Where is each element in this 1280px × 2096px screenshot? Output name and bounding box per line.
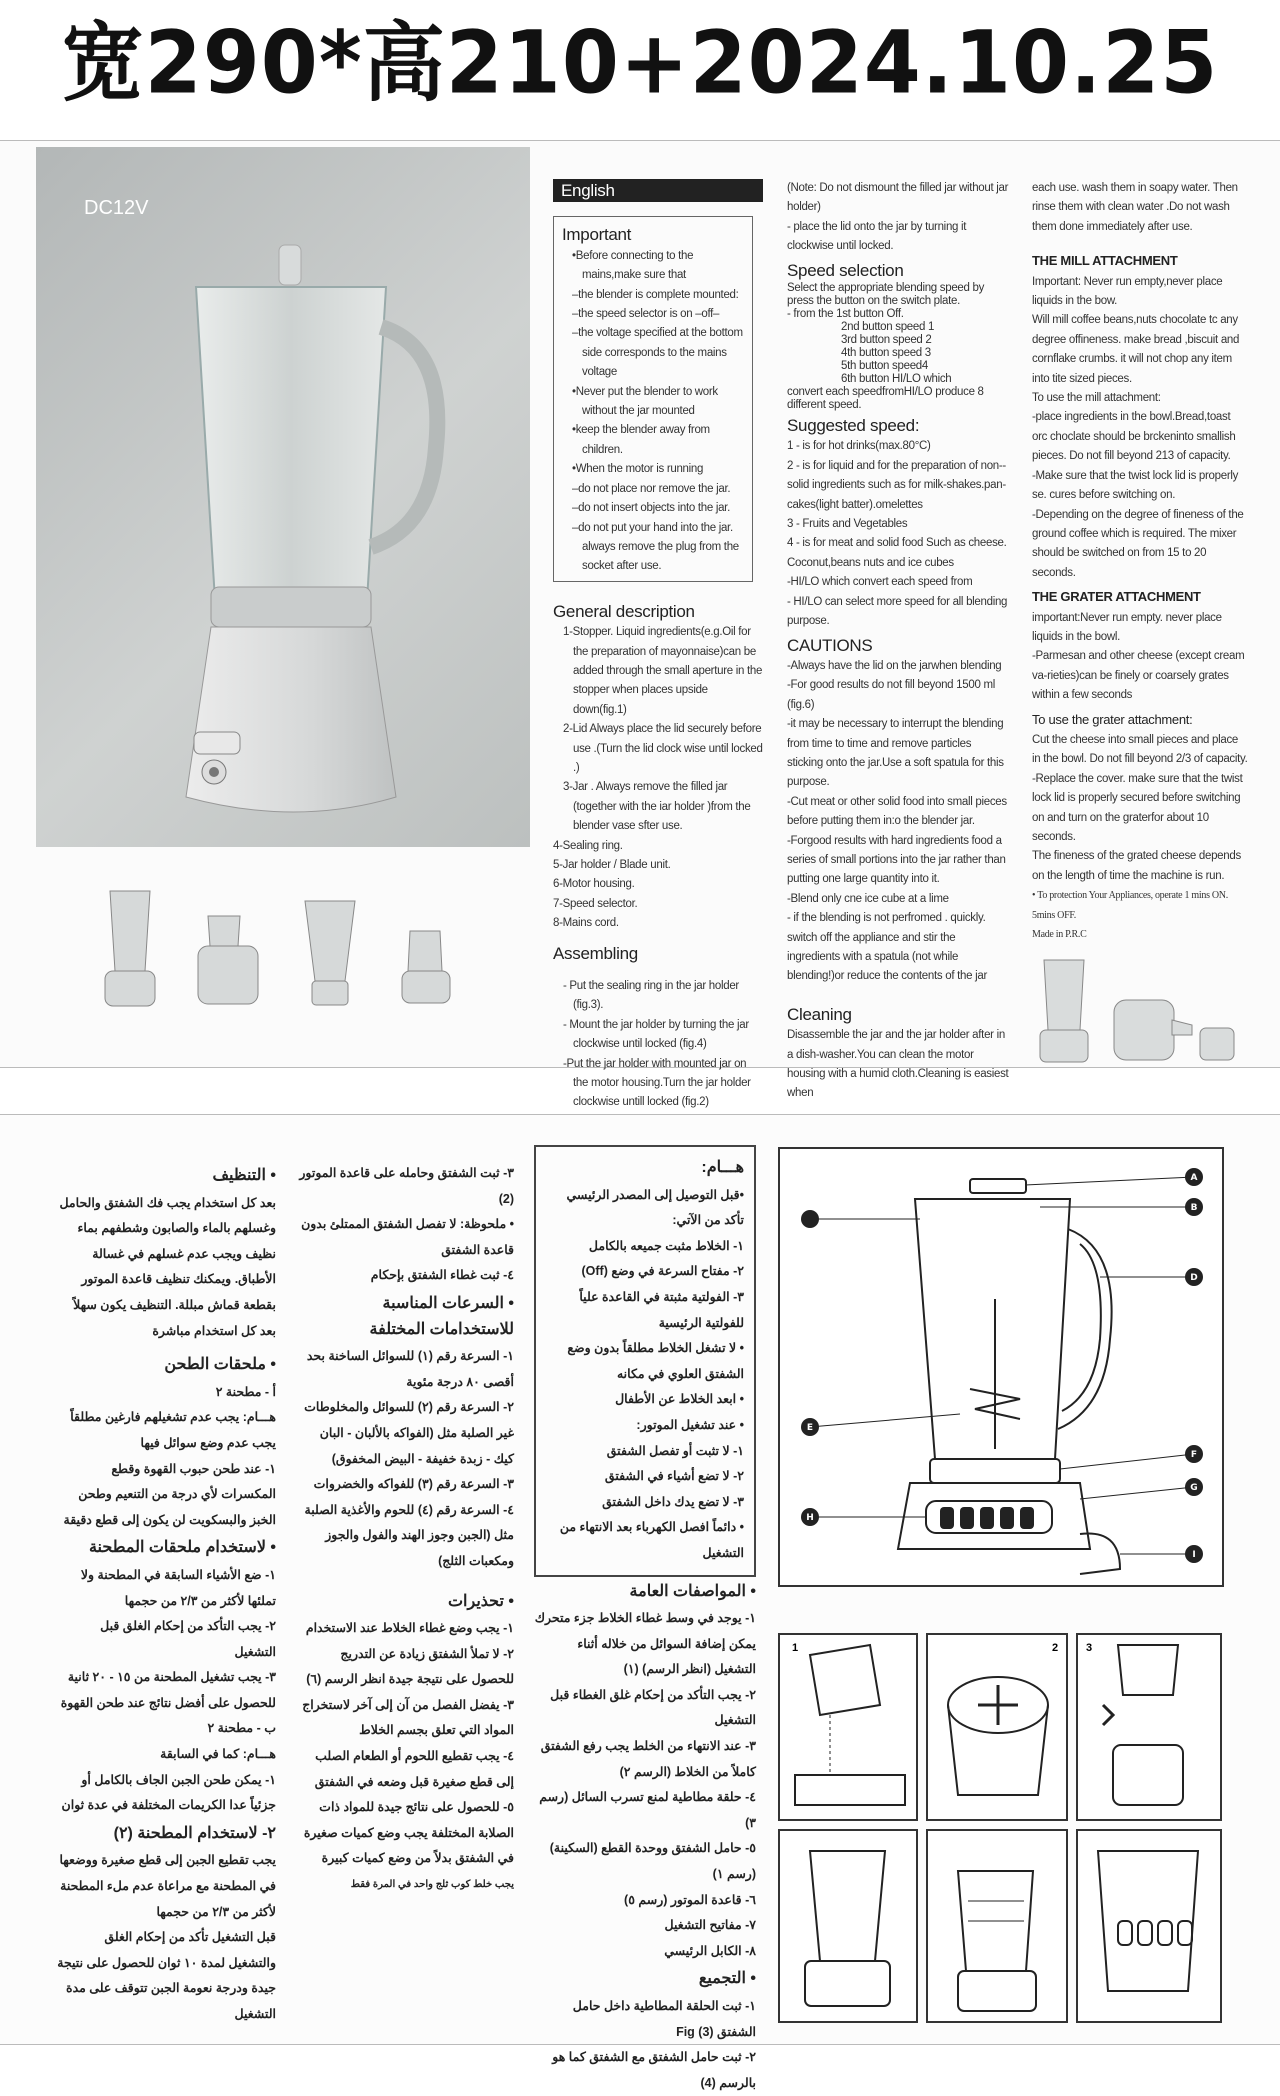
caution-item: -Cut meat or other solid food into small pieces before putting them in:o the blender jar. <box>787 795 1007 828</box>
arabic-important-item: ٣- لا تضع يدك داخل الشفتق <box>602 1494 744 1509</box>
arabic-general-item: ٧- مفاتيح التشغيل <box>664 1918 756 1933</box>
svg-text:A: A <box>1190 1173 1198 1183</box>
arabic-general-item: ٤- حلقة مطاطية لمنع تسرب السائل (رسم ٣) <box>539 1790 756 1830</box>
figure-1 <box>778 1633 918 1821</box>
general-description-heading: General description <box>553 601 695 621</box>
speed-selection-heading: Speed selection <box>787 260 904 280</box>
arabic-important-item: ١- لا تثبت أو تفصل الشفتق <box>606 1443 744 1458</box>
general-item: 3-Jar . Always remove the filled jar (together with the iar holder )from the blender vase sfter use. <box>563 781 751 833</box>
arabic-warning-item: ٥- للحصول على نتائج جيدة للمواد ذات الصلابة المختلفة يجب وضع كميات صغيرة في الشفتق بدلاً من وضع كميات كبيرة <box>303 1800 514 1866</box>
important-item: –the voltage specified at the bottom side corresponds to the mains voltage <box>572 327 743 379</box>
arabic-mill-use-item: ١- ضع الأشياء السابقة في المطحنة ولا تملئها لأكثر من ٢/٣ من حجمها <box>80 1567 276 1608</box>
print-spec-title: 宽290*高210+2024.10.25 <box>61 13 1219 114</box>
important-item: •When the motor is running <box>572 463 704 476</box>
figure-3 <box>1076 1633 1222 1821</box>
suggested-item: 4 - is for meat and solid food Such as cheese. Coconut,beans nuts and ice cubes <box>787 537 1007 569</box>
arabic-mill-heading: • ملحقات الطحن <box>164 1356 276 1374</box>
arabic-general-item: ٣- عند الانتهاء من الخلط يجب رفع الشفتق كاملاً من الخلاط (الرسم ٢) <box>540 1739 756 1779</box>
diagram-label-e <box>801 1418 819 1436</box>
arabic-mill-item: هـــام: كما في السابقة <box>160 1747 276 1762</box>
figure-5 <box>926 1829 1068 2023</box>
general-item: 5-Jar holder / Blade unit. <box>553 859 671 871</box>
english-column-2 <box>787 179 1009 1104</box>
grater-use-item: Cut the cheese into small pieces and place in the bowl. Do not fill beyond 2/3 of capacity. <box>1032 733 1248 766</box>
caution-item: -Blend only cne ice cube at a lime <box>787 892 949 905</box>
diagram-label-b <box>1185 1198 1203 1216</box>
arabic-assembly-note: • ملحوظة: لا تفصل الشفتق الممتلئ بدون قاعدة الشفتق <box>301 1217 514 1257</box>
speed-item: 5th button speed4 <box>841 360 928 373</box>
arabic-column-c <box>56 1161 276 2028</box>
assembling-heading: Assembling <box>553 943 638 963</box>
mill-item: -place ingredients in the bowl.Bread,toast orc choclate should be brckeninto smallish pieces. Do not fill beyond 213 of capacity. <box>1032 411 1236 463</box>
arabic-important-box <box>534 1145 756 1577</box>
diagram-label-i <box>1185 1545 1203 1563</box>
jar-note: (Note: Do not dismount the filled jar without jar holder) <box>787 182 1009 214</box>
diagram-label-a <box>1185 1168 1203 1186</box>
arabic-important-item: ٣- الفولتية مثبتة في القاعدة علياً للفولتية الرئيسية <box>579 1289 744 1330</box>
product-photo <box>36 147 530 847</box>
diagram-marker <box>801 1210 819 1228</box>
speed-item: 2nd button speed 1 <box>841 321 935 334</box>
figure-4 <box>778 1829 918 2023</box>
suggested-item: - HI/LO can select more speed for all blending purpose. <box>787 595 1008 628</box>
arabic-general-item: ٦- قاعدة الموتور (رسم ٥) <box>624 1892 756 1907</box>
suggested-item: 2 - is for liquid and for the preparation of non--solid ingredients such as for milk-shakes.pan-cakes(light batter).omelettes <box>787 459 1006 511</box>
svg-text:E: E <box>806 1423 814 1433</box>
arabic-warning-item: ٢- لا تملأ الشفتق زيادة عن التدريج للحصول على نتيجة جيدة انظر الرسم (٦) <box>306 1646 514 1687</box>
assembling-item: - Put the sealing ring in the jar holder (fig.3). <box>563 980 739 1012</box>
blender-parts-diagram <box>778 1147 1224 1587</box>
grater-use-heading: To use the grater attachment: <box>1032 711 1193 727</box>
arabic-general-item: ٥- حامل الشفتق ووحدة القطع (السكينة) (رسم ١) <box>549 1841 756 1882</box>
important-item: –the blender is complete mounted: <box>572 288 739 301</box>
arabic-important-item: ٢- لا تضع أشياء في الشفتق <box>604 1469 744 1484</box>
grater-use-item: The fineness of the grated cheese depends on the length of time the machine is run. <box>1032 850 1241 882</box>
figure-number: 2 <box>1052 1642 1059 1654</box>
grater-use-item: -Replace the cover. make sure that the twist lock lid is properly secured before switching on and turn on the graterfor about 10 seconds. <box>1032 772 1243 843</box>
made-in-label: Made in P.R.C <box>1032 929 1087 941</box>
important-heading: Important <box>562 225 632 245</box>
arabic-important-item: ٢- مفتاح السرعة في وضع (Off) <box>581 1264 744 1279</box>
arabic-general-item: ٢- يجب التأكد من إحكام غلق الغطاء قبل التشغيل <box>550 1687 756 1728</box>
important-box <box>553 216 753 581</box>
arabic-warning-item: يجب خلط كوب ثلج واحد في المرة فقط <box>350 1879 514 1891</box>
arabic-assembly-item: ٤- ثبت غطاء الشفتق بإحكام <box>370 1268 514 1283</box>
arabic-warning-item: ١- يجب وضع غطاء الخلاط عند الاستخدام <box>305 1621 514 1636</box>
product-thumbnails <box>90 871 490 1011</box>
arabic-speed-item: ١- السرعة رقم (١) للسوائل الساخنة بحد أقصى ٨٠ درجة مئوية <box>306 1349 514 1389</box>
arabic-mill-subheading: أ - مطحنة ٢ <box>215 1384 276 1399</box>
important-item: –the speed selector is on –off– <box>572 308 720 321</box>
general-item: 6-Motor housing. <box>553 878 635 891</box>
cautions-heading: CAUTIONS <box>787 635 873 655</box>
arabic-important-heading: هـــام: <box>701 1159 744 1176</box>
arabic-mill-item: ١- عند طحن حبوب القهوة وقطع المكسرات لأي درجة من التنعيم وطحن الخبز والبسكويت لن يكون إلى قطع دقيقة <box>63 1461 276 1527</box>
arabic-mill-use-item: قبل التشغيل تأكد من إحكام الغلق والتشغيل لمدة ١٠ ثوان للحصول على نتيجة جيدة ودرجة نعومة الجبن تتوقف على مدة التشغيل <box>57 1930 276 2021</box>
mill-item: -Depending on the degree of fineness of the ground coffee which is required. The mixer should be switched on from 15 to 20 seconds. <box>1032 508 1244 579</box>
arabic-sheet <box>0 1114 1280 2090</box>
lid-note: - place the lid onto the jar by turning it clockwise until locked. <box>787 220 967 253</box>
language-tab-english: English <box>553 179 763 202</box>
operation-note: • To protection Your Appliances, operate 1 mins ON. 5mins OFF. <box>1032 890 1228 921</box>
speed-item: 3rd button speed 2 <box>841 334 932 347</box>
svg-text:G: G <box>1190 1483 1198 1493</box>
general-item: 8-Mains cord. <box>553 917 619 930</box>
arabic-assembly-item: ١- ثبت الحلقة المطاطية داخل حامل الشفتق Fig (3) <box>572 1999 756 2039</box>
arabic-warning-item: ٣- يفضل الفصل من آن إلى آخر لاستخراج المواد التي تعلق بجسم الخلاط <box>302 1697 514 1738</box>
figure-6 <box>1076 1829 1222 2023</box>
mill-item: To use the mill attachment: <box>1032 392 1161 405</box>
accessories-photo <box>1032 950 1248 1070</box>
cleaning-text-continued: each use. wash them in soapy water. Then rinse them with clean water .Do not wash them done immediately after use. <box>1032 182 1238 233</box>
arabic-column-a <box>534 1145 756 2096</box>
arabic-general-item: ٨- الكابل الرئيسي <box>664 1943 756 1958</box>
arabic-important-item: • عند تشغيل الموتور: <box>636 1417 744 1432</box>
svg-text:D: D <box>1190 1273 1198 1283</box>
arabic-mill-use-item: ٢- يجب التأكد من إحكام الغلق قبل التشغيل <box>100 1619 276 1659</box>
arabic-speed-item: ٣- السرعة رقم (٣) للفواكه والخضروات <box>313 1477 514 1492</box>
model-label: DC12V <box>84 197 149 219</box>
arabic-assembly-item: ٣- ثبت الشفتق وحامله على قاعدة الموتور (2) <box>299 1166 514 1206</box>
arabic-mill-subheading: ب - مطحنة ٢ <box>207 1721 276 1736</box>
diagram-label-h <box>801 1508 819 1526</box>
english-column-1 <box>553 179 763 1113</box>
speed-item: 6th button HI/LO which <box>841 373 952 386</box>
print-spec-header <box>0 0 1280 112</box>
grater-item: -Parmesan and other cheese (except cream va-rieties)can be finely or coarsely grates within a few seconds <box>1032 650 1245 702</box>
speed-intro: Select the appropriate blending speed by press the button on the switch plate. <box>787 282 985 308</box>
grater-item: important:Never run empty. never place liquids in the bowl. <box>1032 611 1222 643</box>
general-item: 7-Speed selector. <box>553 897 638 910</box>
grater-attachment-heading: THE GRATER ATTACHMENT <box>1032 589 1201 605</box>
caution-item: -For good results do not fill beyond 1500 ml (fig.6) <box>787 679 995 711</box>
suggested-item: 1 - is for hot drinks(max.80°C) <box>787 440 931 453</box>
svg-text:H: H <box>806 1513 814 1523</box>
arabic-warning-item: ٤- يجب تقطيع اللحوم أو الطعام الصلب إلى قطع صغيرة قبل وضعه في الشفتق <box>314 1749 514 1789</box>
diagram-label-f <box>1185 1445 1203 1463</box>
caution-item: - if the blending is not perfromed . quickly. switch off the appliance and stir the ingredients with a spatula (not while blending!)or reduce the contents of the jar <box>787 912 987 983</box>
important-item: –do not insert objects into the jar. <box>572 502 730 515</box>
assembling-item: - Mount the jar holder by turning the jar clockwise until locked (fig.4) <box>563 1018 749 1051</box>
arabic-cleaning-heading: • التنظيف <box>212 1167 276 1184</box>
arabic-important-item: • ابعد الخلاط عن الأطفال <box>615 1392 744 1407</box>
svg-text:I: I <box>1192 1550 1196 1560</box>
arabic-column-b <box>298 1161 514 1898</box>
arabic-important-item: ١- الخلاط مثبت جميعه بالكامل <box>588 1238 744 1253</box>
caution-item: -Forgood results with hard ingredients food a series of small portions into the jar rather than putting one large quantity into it. <box>787 834 1006 886</box>
figure-2 <box>926 1633 1068 1821</box>
important-item: •Never put the blender to work without the jar mounted <box>572 385 718 418</box>
cleaning-text: Disassemble the jar and the jar holder after in a dish-washer.You can clean the motor housing with a humid cloth.Cleaning is easiest when <box>787 1029 1009 1100</box>
figure-number: 1 <box>792 1642 799 1654</box>
arabic-important-item: •قبل التوصيل إلى المصدر الرئيسي تأكد من الآتي: <box>566 1187 744 1228</box>
suggested-item: 3 - Fruits and Vegetables <box>787 518 908 531</box>
caution-item: -Always have the lid on the jarwhen blending <box>787 659 1002 672</box>
general-item: 4-Sealing ring. <box>553 839 623 852</box>
english-column-3 <box>1032 179 1248 1078</box>
arabic-speeds-heading: • السرعات المناسبة للاستخدامات المختلفة <box>369 1294 514 1338</box>
suggested-speed-heading: Suggested speed: <box>787 416 920 436</box>
arabic-general-heading: • المواصفات العامة <box>629 1582 756 1600</box>
speed-item: - from the 1st button Off. <box>787 308 904 321</box>
arabic-mill-use-item: يجب تقطيع الجبن إلى قطع صغيرة ووضعها في المطحنة مع مراعاة عدم ملء المطحنة لأكثر من ٢/٣ من حجمها <box>59 1853 276 1919</box>
diagram-label-d <box>1185 1268 1203 1286</box>
suggested-item: -HI/LO which convert each speed from <box>787 576 973 589</box>
general-item: 1-Stopper. Liquid ingredients(e.g.Oil for the preparation of mayonnaise)can be added through the small aperture in the stopper when places upside down(fig.1) <box>563 626 763 716</box>
arabic-assembly-item: ٢- ثبت حامل الشفتق مع الشفتق كما هو بالرسم (4) <box>552 2050 756 2090</box>
assembly-figures <box>778 1633 1224 2023</box>
arabic-important-item: • دائماً افصل الكهرباء بعد الانتهاء من التشغيل <box>559 1520 744 1560</box>
arabic-mill-use-heading: • لاستخدام ملحقات المطحنة <box>88 1539 276 1557</box>
important-item: •keep the blender away from children. <box>572 424 710 456</box>
arabic-speed-item: ٢- السرعة رقم (٢) للسوائل والمخلوطات غير الصلبة مثل (الفواكه بالألبان - البان كيك - زبدة خفيفة - البيض المخفوق) <box>304 1400 514 1466</box>
arabic-assembly-heading: • التجميع <box>698 1970 756 1988</box>
svg-text:B: B <box>1190 1203 1198 1213</box>
important-item: •Before connecting to the mains,make sure that <box>572 249 694 282</box>
arabic-speed-item: ٤- السرعة رقم (٤) للحوم والأغذية الصلبة مثل (الجبن وجوز الهند والفول والجوز ومكعبات الثلج) <box>304 1502 514 1568</box>
figure-number: 3 <box>1086 1642 1093 1654</box>
caution-item: -it may be necessary to interrupt the blending from time to time and remove particles sticking onto the jar.Use a soft spatula for this purpose. <box>787 718 1004 789</box>
important-item: –do not place nor remove the jar. <box>572 482 731 495</box>
arabic-warnings-heading: • تحذيرات <box>447 1592 514 1610</box>
assembling-item: -Put the jar holder with mounted jar on the motor housing.Turn the jar holder clockwise untill locked (fig.2) <box>563 1057 751 1109</box>
arabic-mill-item: ١- يمكن طحن الجبن الجاف بالكامل أو جزئياً عدا الكريمات المختلفة في عدة ثوان <box>61 1772 276 1813</box>
cleaning-heading: Cleaning <box>787 1004 852 1024</box>
arabic-important-item: • لا تشغل الخلاط مطلقاً بدون وضع الشفتق العلوي في مكانه <box>567 1341 744 1381</box>
arabic-mill-b-use-heading: ٢- لاستخدام المطحنة (٢) <box>113 1824 276 1842</box>
speed-item: 4th button speed 3 <box>841 347 931 360</box>
arabic-cleaning-text: بعد كل استخدام يجب فك الشفتق والحامل وغسلهم بالماء والصابون وشطفهم بماء نظيف ويجب عدم غسلهم في غسالة الأطباق. ويمكنك تنظيف قاعدة الموتور بقطعة قماش مبللة. التنظيف يكون سهلاً بعد كل استخدام مباشرة <box>59 1195 276 1338</box>
important-item: –do not put your hand into the jar. always remove the plug from the socket after use. <box>572 521 739 573</box>
arabic-general-item: ١- يوجد في وسط غطاء الخلاط جزء متحرك يمكن إضافة السوائل من خلاله أثناء التشغيل (انظر الرسم) (١) <box>534 1611 756 1677</box>
speed-outro: convert each speedfromHI/LO produce 8 different speed. <box>787 386 984 412</box>
mill-item: Will mill coffee beans,nuts chocolate tc any degree offineness. make bread ,biscuit and cornflake crumbs. it will not chop any item into tite sized pieces. <box>1032 314 1240 385</box>
mill-attachment-heading: THE MILL ATTACHMENT <box>1032 253 1178 269</box>
blender-photo-illustration <box>36 147 530 847</box>
general-item: 2-Lid Always place the lid securely before use .(Turn the lid clock wise until locked .) <box>563 723 763 774</box>
mill-item: Important: Never run empty,never place liquids in the bow. <box>1032 275 1223 308</box>
mill-item: -Make sure that the twist lock lid is properly se. cures before switching on. <box>1032 469 1239 502</box>
svg-text:F: F <box>1190 1450 1198 1460</box>
diagram-label-g <box>1185 1478 1203 1496</box>
arabic-mill-use-item: ٣- يجب تشغيل المطحنة من ١٥ - ٢٠ ثانية للحصول على أفضل نتائج عند طحن القهوة <box>60 1670 276 1710</box>
english-sheet <box>0 140 1280 1109</box>
arabic-mill-item: هـــام: يجب عدم تشغيلهم فارغين مطلقاً يجب عدم وضع سوائل فيها <box>70 1410 276 1450</box>
